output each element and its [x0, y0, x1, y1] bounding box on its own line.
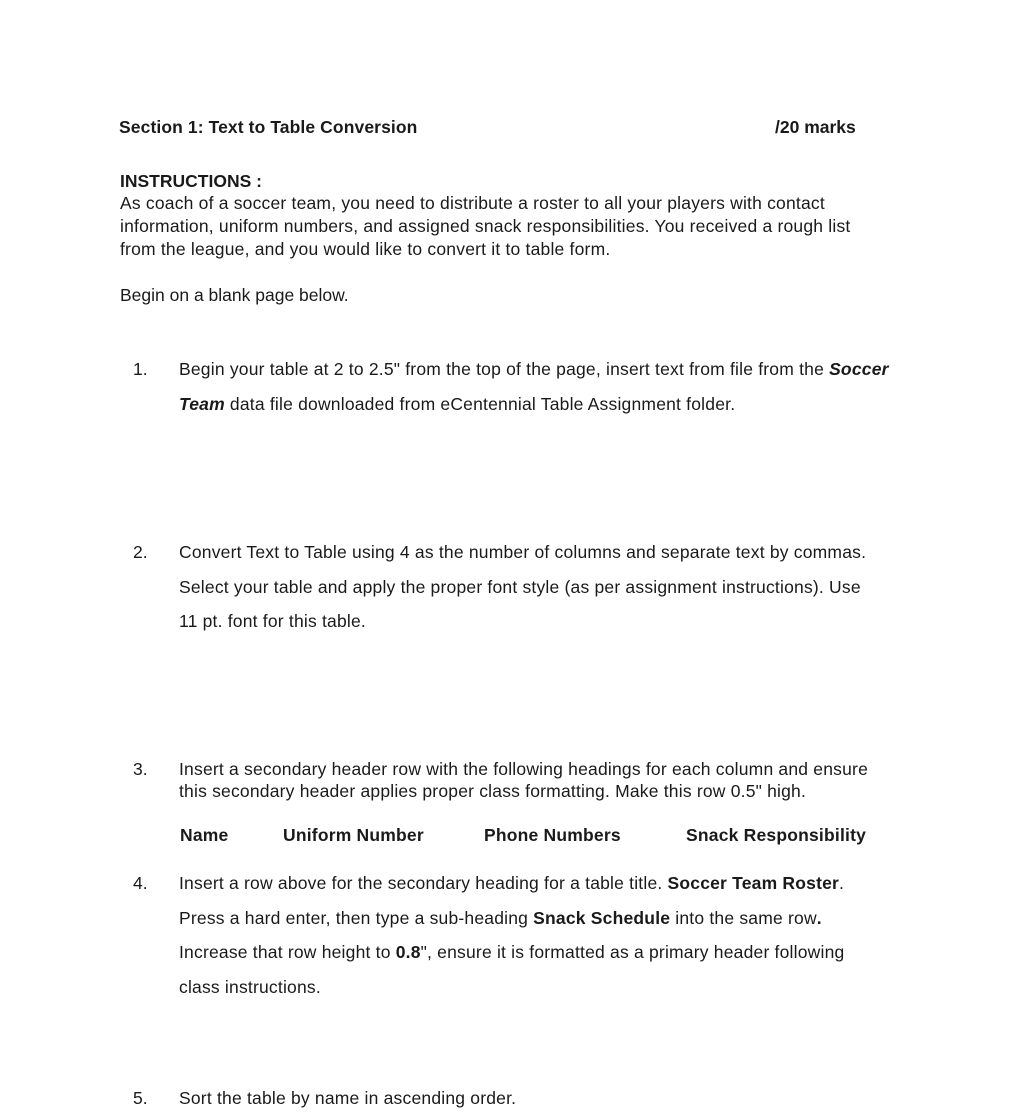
step-text-part: data file downloaded from eCentennial Table Assignment folder.: [224, 393, 736, 414]
step-text-part: Insert a row above for the secondary heading for a table title.: [179, 873, 668, 893]
heading-phone-numbers: Phone Numbers: [484, 825, 621, 845]
step-text-part: Increase that row height to: [179, 942, 396, 962]
marks-label: /20 marks: [775, 117, 856, 137]
step-number: 4.: [133, 873, 148, 893]
step-text: Sort the table by name in ascending order.: [179, 1088, 517, 1108]
instructions-body: As coach of a soccer team, you need to distribute a roster to all your players with contact information, uniform numbers, and assigned snack responsibilities. You received a rough list from the league, and you would like to convert it to table form.: [120, 193, 851, 259]
step-number: 1.: [133, 359, 148, 379]
heading-uniform-number: Uniform Number: [283, 825, 424, 845]
data-file-name: Soccer Team: [179, 359, 889, 414]
step-text: [179, 866, 879, 1004]
step-text: Convert Text to Table using 4 as the number of columns and separate text by commas. Select your table and apply the proper font style (as per assignment instructions). Use 11 pt. font for this table.: [179, 542, 867, 631]
heading-name: Name: [180, 825, 229, 845]
step-number: 2.: [133, 542, 148, 562]
secondary-headings: [180, 825, 900, 849]
step-text: [179, 352, 897, 421]
step-text-part: ", ensure it is formatted as a primary header following class instructions.: [179, 942, 845, 997]
sub-heading: Snack Schedule: [533, 907, 671, 928]
step-text: Insert a secondary header row with the following headings for each column and ensure this secondary header applies proper class formatting. Make this row 0.5" high.: [179, 759, 869, 801]
section-title: Section 1: Text to Table Conversion: [119, 117, 418, 137]
row-height-value: 0.8: [395, 942, 421, 962]
bold-period: .: [816, 907, 822, 928]
step-number: 5.: [133, 1088, 148, 1108]
step-text-part: . Press a hard enter, then type a sub-heading: [179, 873, 845, 928]
step-number: 3.: [133, 759, 148, 779]
begin-note: Begin on a blank page below.: [120, 285, 349, 305]
table-title: Soccer Team Roster: [667, 873, 840, 893]
heading-snack-responsibility: Snack Responsibility: [686, 825, 867, 845]
step-text-part: Begin your table at 2 to 2.5" from the top of the page, insert text from file from the: [179, 359, 830, 379]
step-text-part: into the same row: [670, 907, 817, 928]
instructions-heading: INSTRUCTIONS :: [120, 171, 262, 191]
